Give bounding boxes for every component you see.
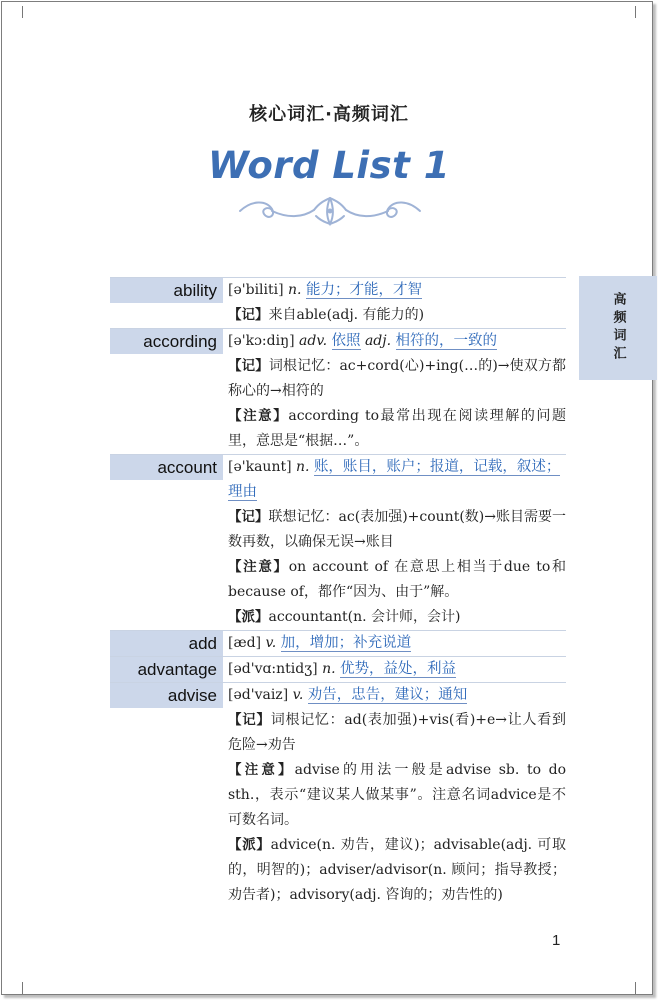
entry-head-row	[110, 682, 566, 708]
note-text: 来自able(adj. 有能力的)	[268, 307, 425, 323]
entry-according	[110, 328, 566, 454]
note-text: advise的用法一般是advise sb. to do sth.，表示“建议某人做某事”。注意名词advice是不可数名词。	[228, 762, 566, 828]
part-of-speech: adj.	[364, 333, 392, 349]
meaning: 相符的，一致的	[395, 333, 498, 349]
note-text: accountant(n. 会计师，会计)	[268, 609, 461, 625]
headword: advantage	[110, 657, 223, 682]
entry-add	[110, 630, 566, 656]
flourish-ornament-icon	[232, 194, 428, 228]
entry-definition: [ə'kaunt] n. 账，账目，账户；报道，记载，叙述；理由	[228, 459, 561, 500]
note-label: 【记】	[228, 712, 271, 728]
entry-account	[110, 454, 566, 630]
phonetic: ə'kɔ:diŋ	[233, 333, 290, 349]
part-of-speech: adv.	[299, 333, 328, 349]
entry-head-row	[110, 277, 566, 303]
phonetic: əd'vaiz	[233, 687, 283, 703]
note-label: 【注意】	[228, 408, 289, 424]
part-of-speech: n.	[296, 459, 310, 475]
part-of-speech: v.	[292, 687, 304, 703]
note-label: 【派】	[228, 837, 271, 853]
phonetic: æd	[233, 635, 256, 651]
crop-mark	[10, 6, 23, 18]
entry-definition: [ə'kɔ:diŋ] adv. 依照 adj. 相符的，一致的	[228, 333, 498, 349]
note-label: 【记】	[228, 358, 269, 374]
meaning: 劝告，忠告，建议；通知	[307, 687, 468, 703]
phonetic: əd'vɑ:ntidʒ	[233, 661, 313, 677]
entry-definition: [əd'vaiz] v. 劝告，忠告，建议；通知	[228, 687, 468, 703]
crop-mark	[635, 6, 648, 18]
meaning: 优势，益处，利益	[339, 661, 456, 677]
entry-definition: [ə'biliti] n. 能力；才能，才智	[228, 282, 422, 298]
derivative-note	[228, 833, 566, 908]
derivative-note	[228, 605, 566, 630]
entry-definition: [æd] v. 加，增加；补充说道	[228, 635, 412, 651]
usage-note	[228, 758, 566, 833]
entry-head-row	[110, 656, 566, 682]
part-of-speech: n.	[288, 282, 302, 298]
note-text: 词根记忆：ac+cord(心)+ing(…的)→使双方都称心的→相符的	[228, 358, 567, 399]
entry-advise	[110, 682, 566, 908]
headword: add	[110, 631, 223, 656]
crop-mark	[635, 982, 648, 994]
crop-mark	[10, 982, 23, 994]
part-of-speech: v.	[265, 635, 277, 651]
memory-note	[228, 708, 566, 758]
note-label: 【注意】	[228, 559, 289, 575]
headword: according	[110, 329, 223, 354]
section-title: 核心词汇·高频词汇	[249, 104, 409, 125]
usage-note	[228, 555, 566, 605]
headword: ability	[110, 278, 223, 303]
meaning: 能力；才能，才智	[305, 282, 422, 298]
note-label: 【记】	[228, 307, 269, 323]
word-entries	[110, 277, 566, 908]
memory-note	[228, 354, 566, 404]
entry-head-row	[110, 328, 566, 354]
note-label: 【注意】	[228, 762, 295, 778]
note-text: on account of 在意思上相当于due to和because of，都作“因为、由于”解。	[228, 559, 567, 600]
page-number: 1	[552, 932, 561, 949]
entry-head-row	[110, 454, 566, 505]
meaning: 依照	[331, 333, 361, 349]
side-tab-label: 高频词汇	[610, 292, 626, 364]
note-text: according to最常出现在阅读理解的问题里，意思是“根据…”。	[228, 408, 567, 449]
usage-note	[228, 404, 566, 454]
memory-note	[228, 303, 566, 328]
note-label: 【记】	[228, 509, 269, 525]
meaning: 账，账目，账户；报道，记载，叙述；理由	[228, 459, 561, 500]
note-text: 联想记忆：ac(表加强)+count(数)→账目需要一数再数，以确保无误→账目	[228, 509, 566, 550]
headword: advise	[110, 683, 223, 708]
note-text: advice(n. 劝告，建议)；advisable(adj. 可取的，明智的)；adviser/advisor(n. 顾问；指导教授；劝告者)；advisory(adj. 咨询的；劝告性的)	[228, 837, 567, 903]
word-list-title: Word List 1	[208, 144, 450, 187]
meaning: 加，增加；补充说道	[280, 635, 412, 651]
note-label: 【派】	[228, 609, 269, 625]
entry-advantage	[110, 656, 566, 682]
headword: account	[110, 455, 223, 480]
note-text: 词根记忆：ad(表加强)+vis(看)+e→让人看到危险→劝告	[228, 712, 566, 753]
phonetic: ə'kaunt	[233, 459, 287, 475]
entry-ability	[110, 277, 566, 328]
phonetic: ə'biliti	[233, 282, 279, 298]
part-of-speech: n.	[322, 661, 336, 677]
entry-head-row	[110, 630, 566, 656]
side-tab	[579, 276, 657, 380]
memory-note	[228, 505, 566, 555]
entry-definition: [əd'vɑ:ntidʒ] n. 优势，益处，利益	[228, 661, 456, 677]
